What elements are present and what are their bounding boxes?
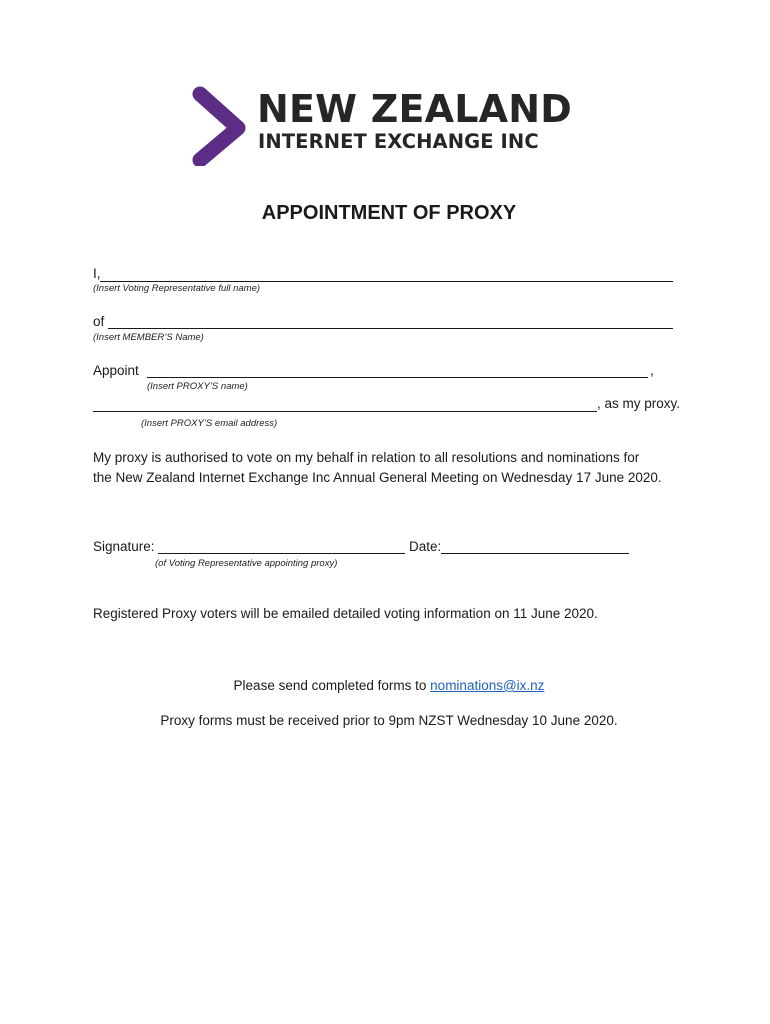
proxy-email-field[interactable] <box>93 411 597 412</box>
authorisation-paragraph <box>93 448 703 488</box>
member-hint: (Insert MEMBER’S Name) <box>93 332 204 343</box>
member-name-field[interactable] <box>108 328 673 329</box>
voting-rep-hint: (Insert Voting Representative full name) <box>93 283 261 294</box>
logo-chevron-icon <box>188 86 248 166</box>
deadline-note: Proxy forms must be received prior to 9pm NZST Wednesday 10 June 2020. <box>160 713 618 728</box>
proxy-name-comma: , <box>650 363 654 378</box>
proxy-email-hint: (Insert PROXY’S email address) <box>141 418 278 429</box>
signature-field[interactable] <box>158 553 405 554</box>
signature-hint: (of Voting Representative appointing proxy) <box>155 558 338 569</box>
send-forms-text: Please send completed forms to <box>233 678 427 693</box>
send-forms-line <box>0 677 770 695</box>
authorisation-line-1: My proxy is authorised to vote on my behalf in relation to all resolutions and nominations for <box>93 450 640 465</box>
registered-proxy-note: Registered Proxy voters will be emailed detailed voting information on 11 June 2020. <box>93 606 598 621</box>
nominations-email-link[interactable]: nominations@ix.nz <box>430 678 545 693</box>
logo-subtitle: INTERNET EXCHANGE INC <box>258 130 539 153</box>
date-label: Date: <box>409 539 442 554</box>
appoint-label: Appoint <box>93 363 139 378</box>
voting-rep-label: I, <box>93 266 101 281</box>
as-my-proxy-text: , as my proxy. <box>597 396 681 411</box>
logo-title: NEW ZEALAND <box>257 87 572 131</box>
signature-label: Signature: <box>93 539 155 554</box>
authorisation-line-2: the New Zealand Internet Exchange Inc Annual General Meeting on Wednesday 17 June 2020. <box>93 470 662 485</box>
proxy-name-hint: (Insert PROXY’S name) <box>147 381 248 392</box>
page-title: APPOINTMENT OF PROXY <box>261 202 517 224</box>
member-label: of <box>93 314 105 329</box>
proxy-name-field[interactable] <box>147 377 648 378</box>
date-field[interactable] <box>441 553 629 554</box>
